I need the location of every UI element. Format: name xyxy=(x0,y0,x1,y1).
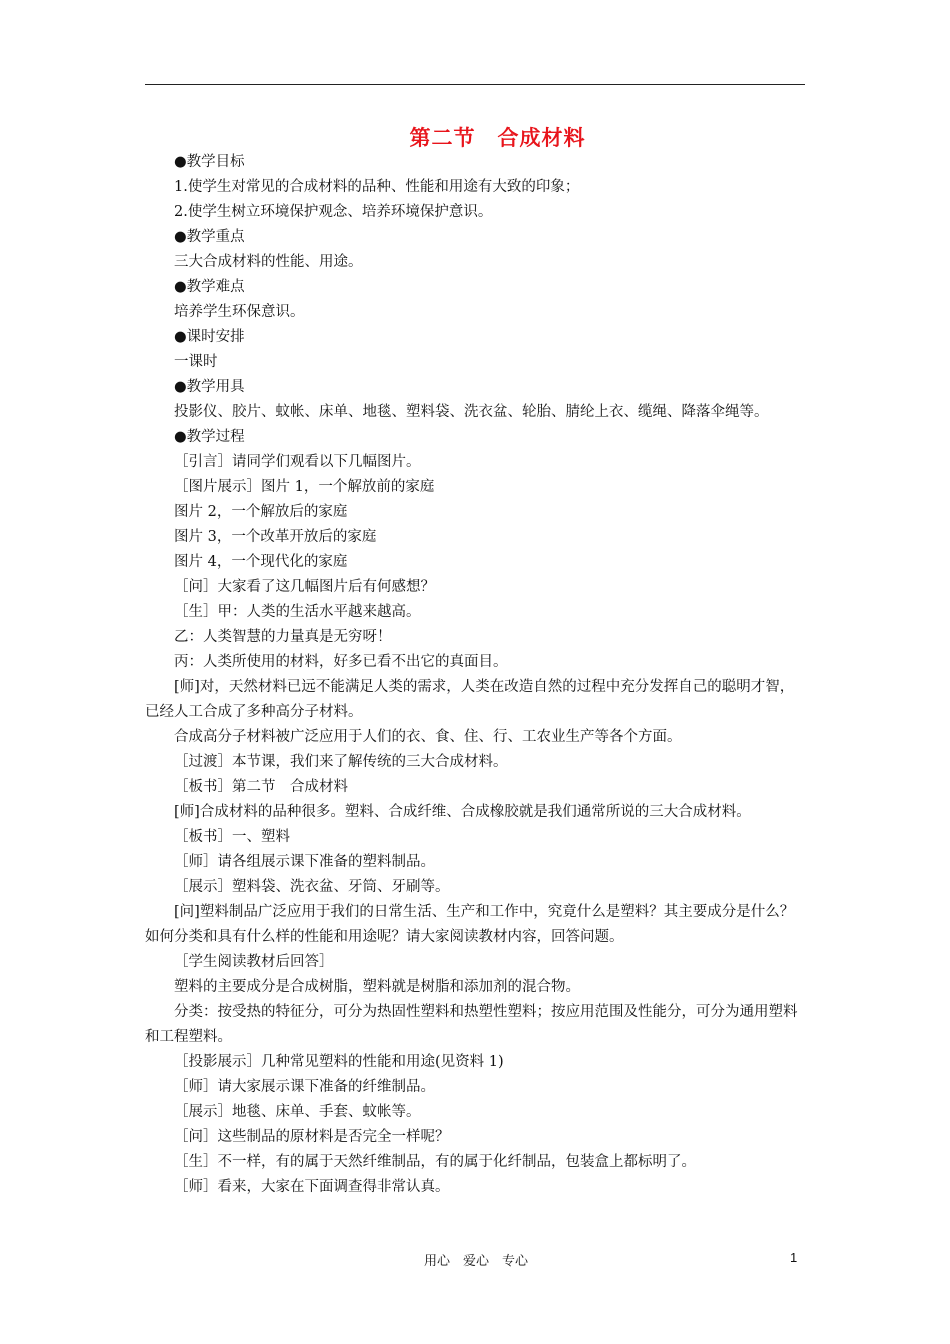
paragraph: ●教学用具 xyxy=(174,379,245,395)
paragraph: ［师］请各组展示课下准备的塑料制品。 xyxy=(174,854,435,870)
paragraph: 图片 2，一个解放后的家庭 xyxy=(174,504,348,520)
paragraph: ●教学重点 xyxy=(174,229,245,245)
paragraph: 图片 4，一个现代化的家庭 xyxy=(174,554,348,570)
paragraph: 2.使学生树立环境保护观念、培养环境保护意识。 xyxy=(174,204,493,220)
paragraph: ［师］看来，大家在下面调查得非常认真。 xyxy=(174,1179,450,1195)
footer-slogan: 用心 爱心 专心 xyxy=(423,1254,528,1269)
paragraph: ［展示］地毯、床单、手套、蚊帐等。 xyxy=(174,1104,421,1120)
paragraph: ［问］这些制品的原材料是否完全一样呢？ xyxy=(174,1129,450,1145)
paragraph: ［图片展示］图片 1，一个解放前的家庭 xyxy=(174,479,435,495)
paragraph: 培养学生环保意识。 xyxy=(174,304,305,320)
paragraph: ●教学难点 xyxy=(174,279,245,295)
paragraph: ［板书］第二节 合成材料 xyxy=(174,779,348,795)
paragraph: ［问］大家看了这几幅图片后有何感想？ xyxy=(174,579,435,595)
paragraph: ［生］不一样，有的属于天然纤维制品，有的属于化纤制品，包装盒上都标明了。 xyxy=(174,1154,696,1170)
page-title: 第二节 合成材料 xyxy=(409,126,586,150)
paragraph: ●课时安排 xyxy=(174,329,245,345)
paragraph: ［师］请大家展示课下准备的纤维制品。 xyxy=(174,1079,435,1095)
paragraph: ［过渡］本节课，我们来了解传统的三大合成材料。 xyxy=(174,754,508,770)
paragraph: 塑料的主要成分是合成树脂，塑料就是树脂和添加剂的混合物。 xyxy=(174,979,580,995)
paragraph: 图片 3，一个改革开放后的家庭 xyxy=(174,529,377,545)
paragraph: ［板书］一、塑料 xyxy=(174,829,290,845)
paragraph: 1.使学生对常见的合成材料的品种、性能和用途有大致的印象； xyxy=(174,179,580,195)
paragraph: 一课时 xyxy=(174,354,218,370)
paragraph: [师]对，天然材料已远不能满足人类的需求，人类在改造自然的过程中充分发挥自己的聪明才智，已经人工合成了多种高分子材料。 xyxy=(145,679,795,720)
paragraph: 分类：按受热的特征分，可分为热固性塑料和热塑性塑料；按应用范围及性能分，可分为通用塑料和工程塑料。 xyxy=(145,1004,798,1045)
paragraph: 合成高分子材料被广泛应用于人们的衣、食、住、行、工农业生产等各个方面。 xyxy=(174,729,682,745)
page-number: 1 xyxy=(790,1250,798,1265)
paragraph: [师]合成材料的品种很多。塑料、合成纤维、合成橡胶就是我们通常所说的三大合成材料。 xyxy=(174,804,751,820)
paragraph: 三大合成材料的性能、用途。 xyxy=(174,254,363,270)
paragraph: ［学生阅读教材后回答］ xyxy=(174,954,334,970)
paragraph: 乙：人类智慧的力量真是无穷呀！ xyxy=(174,629,392,645)
paragraph: ［引言］请同学们观看以下几幅图片。 xyxy=(174,454,421,470)
paragraph: [问]塑料制品广泛应用于我们的日常生活、生产和工作中，究竟什么是塑料？其主要成分是什么？如何分类和具有什么样的性能和用途呢？请大家阅读教材内容，回答问题。 xyxy=(145,904,795,945)
paragraph: ［展示］塑料袋、洗衣盆、牙筒、牙刷等。 xyxy=(174,879,450,895)
paragraph: 投影仪、胶片、蚊帐、床单、地毯、塑料袋、洗衣盆、轮胎、腈纶上衣、缆绳、降落伞绳等。 xyxy=(174,404,769,420)
paragraph: ［投影展示］几种常见塑料的性能和用途(见资料 1) xyxy=(174,1054,504,1070)
paragraph: ●教学过程 xyxy=(174,429,245,445)
paragraph: ［生］甲：人类的生活水平越来越高。 xyxy=(174,604,421,620)
document-body xyxy=(145,150,807,1200)
header-rule xyxy=(145,84,805,85)
paragraph: ●教学目标 xyxy=(174,154,245,170)
paragraph: 丙：人类所使用的材料，好多已看不出它的真面目。 xyxy=(174,654,508,670)
